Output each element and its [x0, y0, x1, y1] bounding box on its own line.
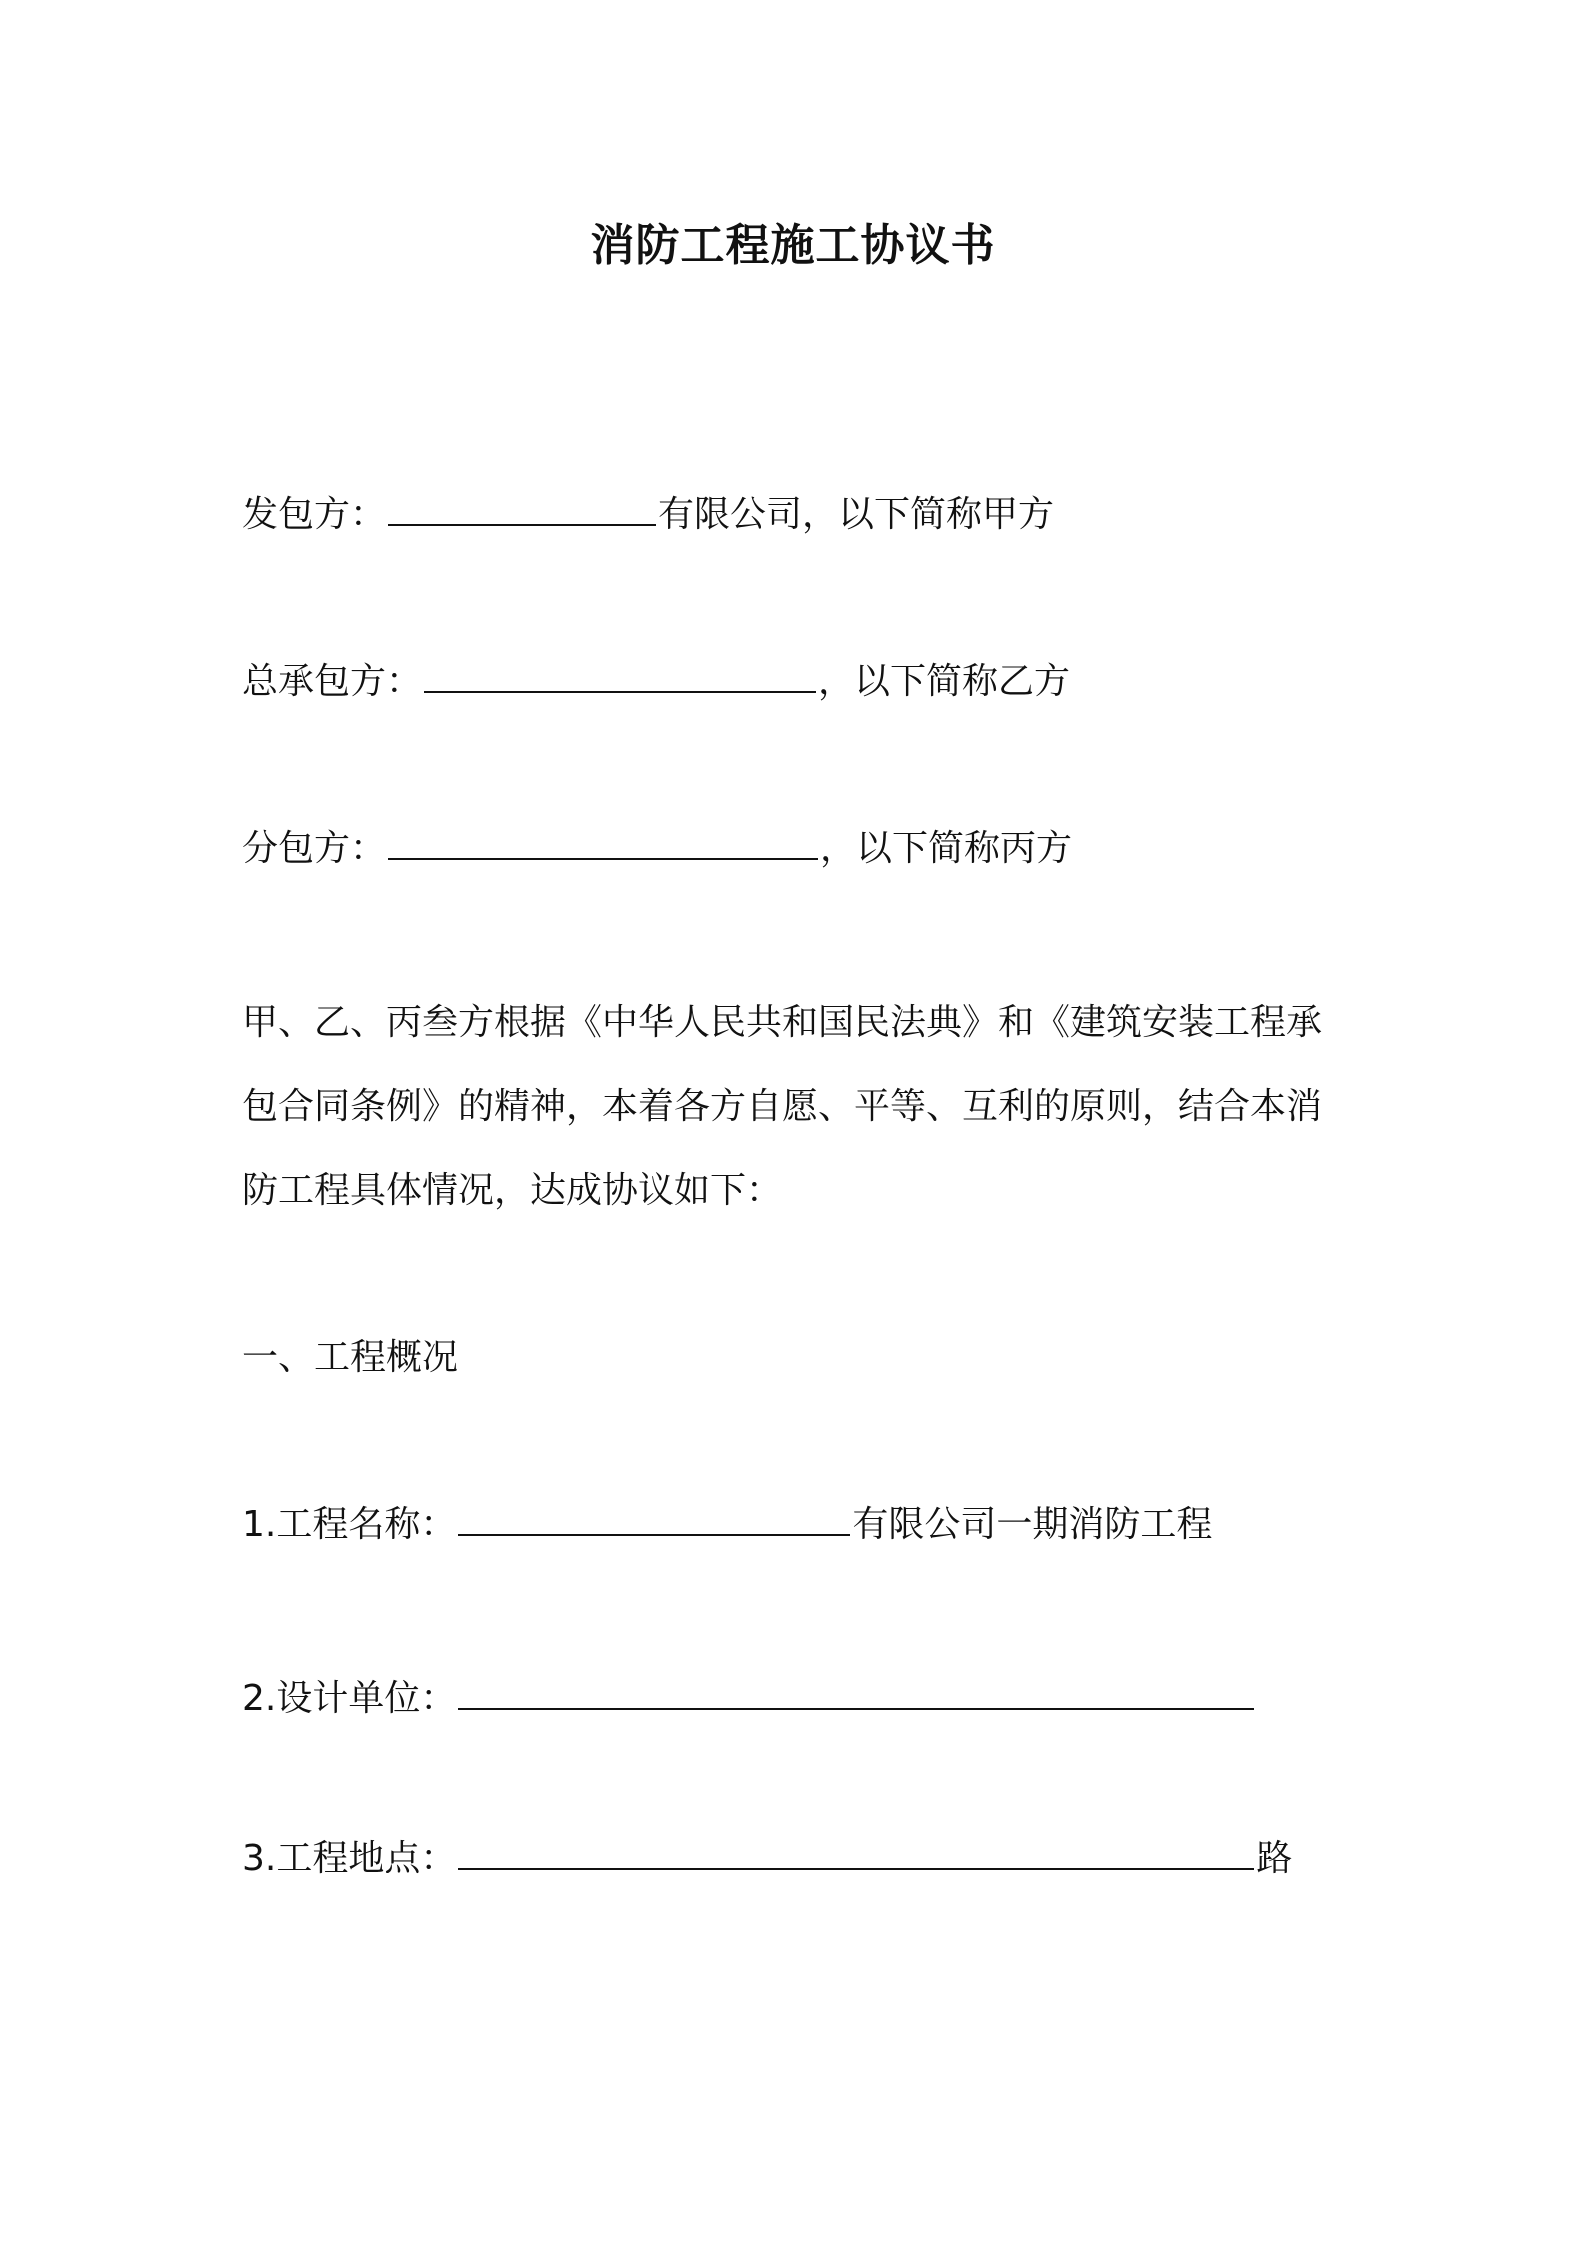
- project-name-suffix: 有限公司一期消防工程: [852, 1504, 1213, 1545]
- subcontractor-blank: [388, 828, 818, 860]
- employer-label: 发包方：: [242, 494, 387, 535]
- employer-suffix: 有限公司，以下简称甲方: [658, 494, 1055, 535]
- design-unit-blank: [458, 1678, 1254, 1710]
- design-unit-line: [242, 1674, 1256, 1724]
- project-location-label: 3.工程地点：: [242, 1838, 457, 1879]
- preamble-line: 甲、乙、丙叁方根据《中华人民共和国民法典》和《建筑安装工程承: [242, 1002, 1323, 1043]
- subcontractor-label: 分包方：: [242, 828, 387, 869]
- project-name-line: [242, 1500, 1212, 1550]
- general-contractor-blank: [424, 661, 816, 693]
- document-title: 消防工程施工协议书: [590, 220, 996, 271]
- project-location-line: [242, 1834, 1292, 1884]
- project-location-blank: [458, 1838, 1254, 1870]
- general-contractor-line: [242, 657, 1070, 707]
- employer-blank: [388, 494, 656, 526]
- general-contractor-suffix: ，以下简称乙方: [818, 661, 1071, 702]
- employer-line: [242, 490, 1054, 540]
- preamble-line: 防工程具体情况，达成协议如下：: [242, 1170, 783, 1211]
- project-location-suffix: 路: [1256, 1838, 1293, 1879]
- subcontractor-line: [242, 824, 1072, 874]
- section-heading: 一、工程概况: [242, 1337, 459, 1378]
- project-name-blank: [458, 1504, 850, 1536]
- subcontractor-suffix: ，以下简称丙方: [820, 828, 1073, 869]
- general-contractor-label: 总承包方：: [242, 661, 423, 702]
- design-unit-label: 2.设计单位：: [242, 1678, 457, 1719]
- preamble-line: 包合同条例》的精神，本着各方自愿、平等、互利的原则，结合本消: [242, 1086, 1323, 1127]
- project-name-label: 1.工程名称：: [242, 1504, 457, 1545]
- preamble-paragraph: [242, 981, 1362, 1233]
